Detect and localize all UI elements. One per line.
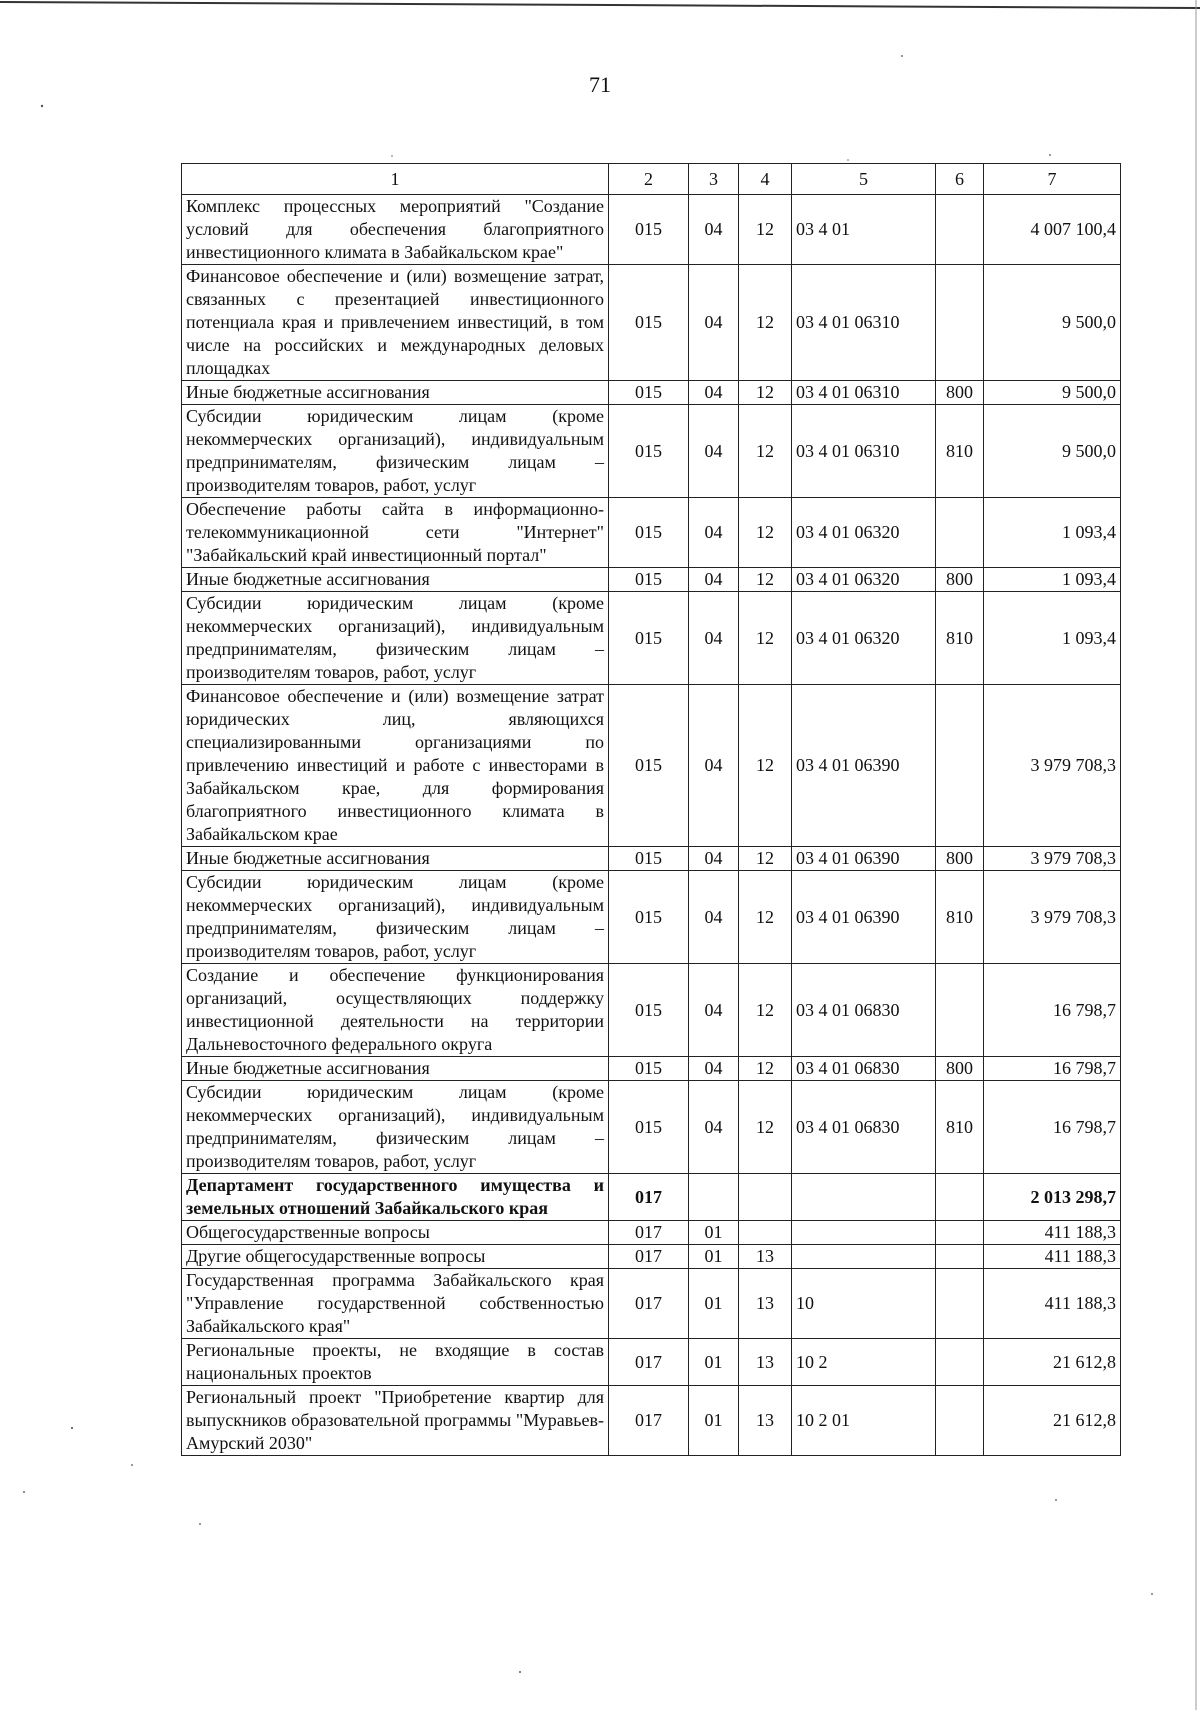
col-4-subsection: 12 xyxy=(739,405,792,498)
col-6-expense-type: 810 xyxy=(936,592,984,685)
header-col-2: 2 xyxy=(609,164,689,195)
col-3-section: 01 xyxy=(689,1339,739,1386)
col-4-subsection: 13 xyxy=(739,1269,792,1339)
col-2-code: 015 xyxy=(609,381,689,405)
item-name: Департамент государственного имущества и земельных отношений Забайкальского края xyxy=(182,1174,609,1221)
col-5-target-code: 03 4 01 06310 xyxy=(792,381,936,405)
col-6-expense-type xyxy=(936,1269,984,1339)
col-6-expense-type xyxy=(936,1221,984,1245)
col-5-target-code: 03 4 01 06830 xyxy=(792,964,936,1057)
header-col-5: 5 xyxy=(792,164,936,195)
col-5-target-code: 03 4 01 06390 xyxy=(792,847,936,871)
col-3-section: 04 xyxy=(689,685,739,847)
col-6-expense-type xyxy=(936,1245,984,1269)
col-6-expense-type xyxy=(936,1174,984,1221)
col-4-subsection xyxy=(739,1221,792,1245)
header-col-1: 1 xyxy=(182,164,609,195)
col-5-target-code xyxy=(792,1174,936,1221)
col-4-subsection: 12 xyxy=(739,381,792,405)
header-col-3: 3 xyxy=(689,164,739,195)
col-4-subsection: 13 xyxy=(739,1245,792,1269)
col-2-code: 015 xyxy=(609,964,689,1057)
table-header-row xyxy=(182,164,1121,195)
col-4-subsection: 12 xyxy=(739,964,792,1057)
col-7-amount: 2 013 298,7 xyxy=(984,1174,1121,1221)
col-5-target-code: 03 4 01 06310 xyxy=(792,265,936,381)
col-5-target-code: 10 2 xyxy=(792,1339,936,1386)
item-name: Другие общегосударственные вопросы xyxy=(182,1245,609,1269)
table-row xyxy=(182,871,1121,964)
col-6-expense-type xyxy=(936,498,984,568)
item-name: Иные бюджетные ассигнования xyxy=(182,568,609,592)
col-7-amount: 411 188,3 xyxy=(984,1269,1121,1339)
table-row xyxy=(182,1057,1121,1081)
item-name: Субсидии юридическим лицам (кроме некоммерческих организаций), индивидуальным предпринимателям, физическим лицам – производителям товаров, работ, услуг xyxy=(182,592,609,685)
item-name: Финансовое обеспечение и (или) возмещение затрат юридических лиц, являющихся специализированными организациями по привлечению инвестиций и работе с инвесторами в Забайкальском крае, для формирования благоприятного инвестиционного климата в Забайкальском крае xyxy=(182,685,609,847)
col-5-target-code: 03 4 01 06320 xyxy=(792,568,936,592)
table-row xyxy=(182,685,1121,847)
col-4-subsection: 12 xyxy=(739,1057,792,1081)
col-2-code: 017 xyxy=(609,1339,689,1386)
item-name: Субсидии юридическим лицам (кроме некоммерческих организаций), индивидуальным предпринимателям, физическим лицам – производителям товаров, работ, услуг xyxy=(182,1081,609,1174)
col-5-target-code: 10 xyxy=(792,1269,936,1339)
col-7-amount: 16 798,7 xyxy=(984,1057,1121,1081)
item-name: Создание и обеспечение функционирования организаций, осуществляющих поддержку инвестиционной деятельности на территории Дальневосточного федерального округа xyxy=(182,964,609,1057)
col-2-code: 017 xyxy=(609,1221,689,1245)
col-7-amount: 411 188,3 xyxy=(984,1245,1121,1269)
item-name: Иные бюджетные ассигнования xyxy=(182,1057,609,1081)
col-6-expense-type: 800 xyxy=(936,1057,984,1081)
col-2-code: 015 xyxy=(609,195,689,265)
col-4-subsection: 12 xyxy=(739,685,792,847)
col-3-section: 04 xyxy=(689,265,739,381)
col-4-subsection: 12 xyxy=(739,265,792,381)
col-7-amount: 9 500,0 xyxy=(984,381,1121,405)
col-6-expense-type xyxy=(936,964,984,1057)
col-3-section: 01 xyxy=(689,1221,739,1245)
col-4-subsection: 12 xyxy=(739,568,792,592)
col-6-expense-type xyxy=(936,1386,984,1456)
col-3-section: 04 xyxy=(689,871,739,964)
col-2-code: 015 xyxy=(609,1081,689,1174)
col-2-code: 015 xyxy=(609,498,689,568)
col-6-expense-type xyxy=(936,1339,984,1386)
col-5-target-code: 03 4 01 06390 xyxy=(792,871,936,964)
col-5-target-code: 03 4 01 06320 xyxy=(792,592,936,685)
table-row xyxy=(182,1245,1121,1269)
col-6-expense-type xyxy=(936,195,984,265)
table-row xyxy=(182,964,1121,1057)
col-6-expense-type xyxy=(936,685,984,847)
col-5-target-code: 03 4 01 06830 xyxy=(792,1081,936,1174)
col-3-section: 04 xyxy=(689,847,739,871)
col-5-target-code: 03 4 01 06310 xyxy=(792,405,936,498)
table-row xyxy=(182,1269,1121,1339)
table-row xyxy=(182,1386,1121,1456)
col-5-target-code: 03 4 01 06830 xyxy=(792,1057,936,1081)
item-name: Финансовое обеспечение и (или) возмещение затрат, связанных с презентацией инвестиционного потенциала края и привлечением инвестиций, в том числе на российских и международных деловых площадках xyxy=(182,265,609,381)
col-7-amount: 16 798,7 xyxy=(984,1081,1121,1174)
item-name: Региональные проекты, не входящие в состав национальных проектов xyxy=(182,1339,609,1386)
col-3-section: 04 xyxy=(689,964,739,1057)
col-3-section: 04 xyxy=(689,568,739,592)
col-6-expense-type: 800 xyxy=(936,568,984,592)
col-6-expense-type: 810 xyxy=(936,1081,984,1174)
col-7-amount: 16 798,7 xyxy=(984,964,1121,1057)
col-5-target-code: 10 2 01 xyxy=(792,1386,936,1456)
item-name: Комплекс процессных мероприятий "Создание условий для обеспечения благоприятного инвестиционного климата в Забайкальском крае" xyxy=(182,195,609,265)
col-6-expense-type: 800 xyxy=(936,847,984,871)
col-7-amount: 3 979 708,3 xyxy=(984,847,1121,871)
col-3-section: 04 xyxy=(689,1081,739,1174)
item-name: Иные бюджетные ассигнования xyxy=(182,381,609,405)
col-7-amount: 21 612,8 xyxy=(984,1339,1121,1386)
col-3-section: 01 xyxy=(689,1269,739,1339)
item-name: Субсидии юридическим лицам (кроме некоммерческих организаций), индивидуальным предпринимателям, физическим лицам – производителям товаров, работ, услуг xyxy=(182,871,609,964)
col-2-code: 015 xyxy=(609,847,689,871)
col-3-section: 01 xyxy=(689,1245,739,1269)
col-2-code: 015 xyxy=(609,265,689,381)
col-2-code: 017 xyxy=(609,1269,689,1339)
col-5-target-code xyxy=(792,1221,936,1245)
table-row xyxy=(182,568,1121,592)
table-row xyxy=(182,265,1121,381)
col-3-section: 04 xyxy=(689,498,739,568)
col-2-code: 017 xyxy=(609,1174,689,1221)
col-4-subsection: 13 xyxy=(739,1339,792,1386)
col-7-amount: 9 500,0 xyxy=(984,405,1121,498)
col-3-section: 04 xyxy=(689,195,739,265)
item-name: Региональный проект "Приобретение квартир для выпускников образовательной программы "Муравьев-Амурский 2030" xyxy=(182,1386,609,1456)
col-4-subsection xyxy=(739,1174,792,1221)
col-7-amount: 1 093,4 xyxy=(984,498,1121,568)
col-6-expense-type: 810 xyxy=(936,405,984,498)
col-3-section: 04 xyxy=(689,405,739,498)
col-4-subsection: 12 xyxy=(739,592,792,685)
col-2-code: 017 xyxy=(609,1245,689,1269)
col-5-target-code: 03 4 01 06320 xyxy=(792,498,936,568)
col-4-subsection: 12 xyxy=(739,871,792,964)
table-row xyxy=(182,1339,1121,1386)
table-row xyxy=(182,592,1121,685)
col-3-section: 04 xyxy=(689,592,739,685)
table-row xyxy=(182,195,1121,265)
item-name: Обеспечение работы сайта в информационно-телекоммуникационной сети "Интернет" "Забайкальский край инвестиционный портал" xyxy=(182,498,609,568)
col-2-code: 017 xyxy=(609,1386,689,1456)
table-row xyxy=(182,1174,1121,1221)
col-2-code: 015 xyxy=(609,871,689,964)
item-name: Иные бюджетные ассигнования xyxy=(182,847,609,871)
col-6-expense-type: 800 xyxy=(936,381,984,405)
col-5-target-code: 03 4 01 xyxy=(792,195,936,265)
col-6-expense-type xyxy=(936,265,984,381)
table-row xyxy=(182,1221,1121,1245)
col-4-subsection: 12 xyxy=(739,498,792,568)
table-row xyxy=(182,498,1121,568)
col-5-target-code xyxy=(792,1245,936,1269)
col-2-code: 015 xyxy=(609,568,689,592)
col-7-amount: 3 979 708,3 xyxy=(984,871,1121,964)
col-4-subsection: 12 xyxy=(739,1081,792,1174)
col-5-target-code: 03 4 01 06390 xyxy=(792,685,936,847)
header-col-7: 7 xyxy=(984,164,1121,195)
header-col-6: 6 xyxy=(936,164,984,195)
col-7-amount: 4 007 100,4 xyxy=(984,195,1121,265)
col-2-code: 015 xyxy=(609,592,689,685)
col-7-amount: 9 500,0 xyxy=(984,265,1121,381)
col-3-section: 01 xyxy=(689,1386,739,1456)
page-number: 71 xyxy=(589,72,611,97)
col-3-section: 04 xyxy=(689,1057,739,1081)
col-4-subsection: 13 xyxy=(739,1386,792,1456)
col-7-amount: 411 188,3 xyxy=(984,1221,1121,1245)
item-name: Субсидии юридическим лицам (кроме некоммерческих организаций), индивидуальным предпринимателям, физическим лицам – производителям товаров, работ, услуг xyxy=(182,405,609,498)
col-4-subsection: 12 xyxy=(739,195,792,265)
header-col-4: 4 xyxy=(739,164,792,195)
table-row xyxy=(182,847,1121,871)
col-7-amount: 21 612,8 xyxy=(984,1386,1121,1456)
col-2-code: 015 xyxy=(609,685,689,847)
col-4-subsection: 12 xyxy=(739,847,792,871)
col-2-code: 015 xyxy=(609,405,689,498)
col-6-expense-type: 810 xyxy=(936,871,984,964)
col-7-amount: 1 093,4 xyxy=(984,592,1121,685)
budget-table xyxy=(181,163,1121,1456)
item-name: Общегосударственные вопросы xyxy=(182,1221,609,1245)
col-7-amount: 3 979 708,3 xyxy=(984,685,1121,847)
col-7-amount: 1 093,4 xyxy=(984,568,1121,592)
col-3-section: 04 xyxy=(689,381,739,405)
item-name: Государственная программа Забайкальского края "Управление государственной собственностью Забайкальского края" xyxy=(182,1269,609,1339)
table-row xyxy=(182,381,1121,405)
col-3-section xyxy=(689,1174,739,1221)
table-row xyxy=(182,1081,1121,1174)
col-2-code: 015 xyxy=(609,1057,689,1081)
table-row xyxy=(182,405,1121,498)
